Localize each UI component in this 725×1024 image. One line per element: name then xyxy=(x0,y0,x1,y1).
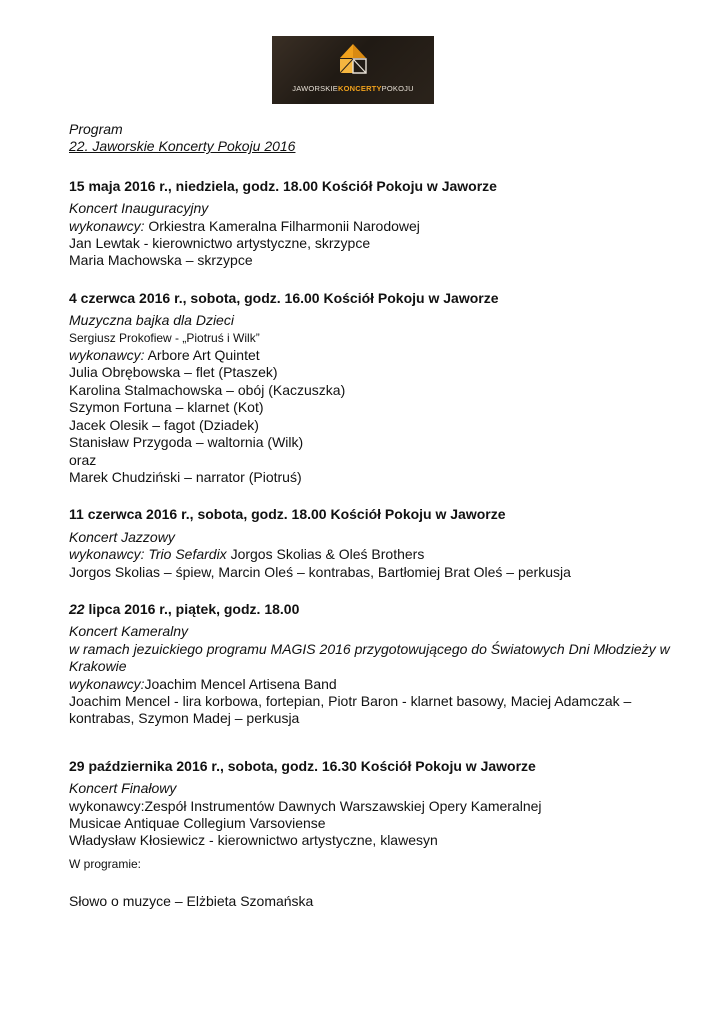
event-2-line: Julia Obrębowska – flet (Ptaszek) xyxy=(69,364,278,381)
event-2-line: Marek Chudziński – narrator (Piotruś) xyxy=(69,468,302,485)
logo-wordmark xyxy=(272,84,434,93)
program-label: Program xyxy=(69,121,123,137)
event-5-line: Musicae Antiquae Collegium Varsoviense xyxy=(69,815,326,831)
event-5-performers: wykonawcy:Zespół Instrumentów Dawnych Warszawskiej Opery Kameralnej xyxy=(69,797,542,814)
event-2-heading: 4 czerwca 2016 r., sobota, godz. 16.00 Kościół Pokoju w Jaworze xyxy=(69,289,499,306)
performers-label: wykonawcy: xyxy=(69,675,145,692)
performers-name: Orkiestra Kameralna Filharmonii Narodowej xyxy=(144,217,420,234)
event-5-line: Władysław Kłosiewicz - kierownictwo artystyczne, klawesyn xyxy=(69,832,438,849)
event-2-line: Karolina Stalmachowska – obój (Kaczuszka) xyxy=(69,381,346,398)
performers-label: wykonawcy: Trio Sefardix xyxy=(69,546,227,563)
event-2-performers xyxy=(69,347,689,364)
event-2-line: Jacek Olesik – fagot (Dziadek) xyxy=(69,416,259,433)
event-4-performers xyxy=(69,676,689,693)
program-note-label: W programie: xyxy=(69,856,142,871)
logo-word-3: POKOJU xyxy=(381,84,414,93)
event-2-line: Stanisław Przygoda – waltornia (Wilk) xyxy=(69,434,304,451)
closing-line: Słowo o muzyce – Elżbieta Szomańska xyxy=(69,893,314,910)
program-document xyxy=(69,121,689,911)
event-5-heading: 29 października 2016 r., sobota, godz. 16.30 Kościół Pokoju w Jaworze xyxy=(69,757,536,774)
event-4-subtitle: w ramach jezuickiego programu MAGIS 2016 przygotowującego do Światowych Dni Młodzieży w Krakowie xyxy=(69,640,670,675)
logo-emblem-icon xyxy=(336,40,370,80)
event-4-date: lipca 2016 r., piątek, godz. 18.00 xyxy=(84,600,300,617)
event-2-title: Muzyczna bajka dla Dzieci xyxy=(69,312,234,329)
event-2-line: Szymon Fortuna – klarnet (Kot) xyxy=(69,399,264,416)
event-4-day: 22 xyxy=(69,600,85,617)
event-1-line: Maria Machowska – skrzypce xyxy=(69,252,253,269)
event-2-subtitle: Sergiusz Prokofiew - „Piotruś i Wilk” xyxy=(69,330,260,345)
event-4-line: Joachim Mencel - lira korbowa, fortepian, Piotr Baron - klarnet basowy, Maciej Adamczak – kontrabas, Szymon Madej – perkusja xyxy=(69,692,632,727)
event-4-heading xyxy=(69,601,689,618)
event-1-heading: 15 maja 2016 r., niedziela, godz. 18.00 Kościół Pokoju w Jaworze xyxy=(69,177,497,194)
logo-word-2: KONCERTY xyxy=(337,84,382,93)
event-3-heading: 11 czerwca 2016 r., sobota, godz. 18.00 Kościół Pokoju w Jaworze xyxy=(69,506,506,523)
performers-name: Arbore Art Quintet xyxy=(144,347,260,364)
program-title: 22. Jaworskie Koncerty Pokoju 2016 xyxy=(69,138,296,155)
event-5-title: Koncert Finałowy xyxy=(69,780,177,797)
performers-label: wykonawcy: xyxy=(69,347,145,364)
event-1-title: Koncert Inauguracyjny xyxy=(69,200,209,217)
event-3-line: Jorgos Skolias – śpiew, Marcin Oleś – kontrabas, Bartłomiej Brat Oleś – perkusja xyxy=(69,563,571,580)
event-4-title: Koncert Kameralny xyxy=(69,623,189,640)
event-3-title: Koncert Jazzowy xyxy=(69,528,175,545)
event-2-line: oraz xyxy=(69,451,97,468)
performers-name: Joachim Mencel Artisena Band xyxy=(144,675,337,692)
event-1-line: Jan Lewtak - kierownictwo artystyczne, skrzypce xyxy=(69,235,371,252)
event-3-performers xyxy=(69,546,689,563)
festival-logo xyxy=(272,36,434,104)
logo-word-1: JAWORSKIE xyxy=(292,84,338,93)
performers-name: Jorgos Skolias & Oleś Brothers xyxy=(226,546,425,563)
performers-label: wykonawcy: xyxy=(69,217,145,234)
event-1-performers xyxy=(69,218,689,235)
